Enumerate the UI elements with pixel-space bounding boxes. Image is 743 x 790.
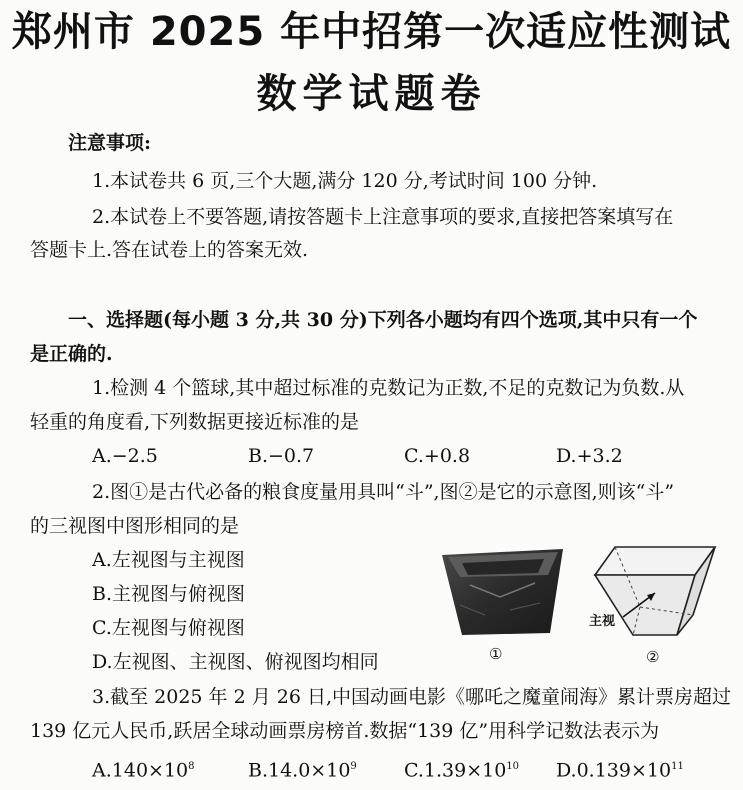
exam-title: 郑州市 2025 年中招第一次适应性测试 xyxy=(11,9,732,55)
q1-option-d: D.+3.2 xyxy=(556,445,623,467)
q3-option-c: $C.1.39\times 10^{10}$ xyxy=(404,759,520,782)
question-3-line-1: 3.截至 2025 年 2 月 26 日,中国动画电影《哪吒之魔童闹海》累计票房超过 xyxy=(92,686,732,708)
q2-option-a: A.左视图与主视图 xyxy=(92,549,245,571)
frustum-top-face xyxy=(595,547,715,575)
q3-option-a: $A.140\times 10^8$ xyxy=(92,759,195,782)
notice-heading: 注意事项: xyxy=(68,132,152,154)
question-2-line-1: 2.图①是古代必备的粮食度量用具叫“斗”,图②是它的示意图,则该“斗” xyxy=(92,481,675,503)
q1-option-b: B.−0.7 xyxy=(248,445,315,467)
notice-item-2-line-1: 2.本试卷上不要答题,请按答题卡上注意事项的要求,直接把答案填写在 xyxy=(92,206,674,228)
q3-option-b: $B.14.0\times 10^9$ xyxy=(248,759,357,782)
notice-item-1: 1.本试卷共 6 页,三个大题,满分 120 分,考试时间 100 分钟. xyxy=(92,170,598,192)
question-1-line-2: 轻重的角度看,下列数据更接近标准的是 xyxy=(30,411,360,433)
section-1-heading-cont: 是正确的. xyxy=(30,343,113,365)
dou-photo-figure xyxy=(440,545,565,637)
question-1-line-1: 1.检测 4 个篮球,其中超过标准的克数记为正数,不足的克数记为负数.从 xyxy=(92,377,685,399)
front-view-label: 主视 xyxy=(589,614,616,629)
figure-1-caption: ① xyxy=(489,645,503,663)
question-3-line-2: 139 亿元人民币,跃居全球动画票房榜首.数据“139 亿”用科学记数法表示为 xyxy=(30,720,660,742)
notice-item-2-line-2: 答题卡上.答在试卷上的答案无效. xyxy=(30,239,309,261)
q2-option-c: C.左视图与俯视图 xyxy=(92,617,245,639)
question-2-line-2: 的三视图中图形相同的是 xyxy=(30,515,240,537)
q2-option-b: B.主视图与俯视图 xyxy=(92,583,246,605)
q3-option-d: $D.0.139\times 10^{11}$ xyxy=(556,759,684,782)
q1-option-c: C.+0.8 xyxy=(404,445,471,467)
q2-option-d: D.左视图、主视图、俯视图均相同 xyxy=(92,651,379,673)
q1-option-a: A.−2.5 xyxy=(92,445,158,467)
exam-subtitle: 数学试题卷 xyxy=(256,71,487,117)
section-1-heading: 一、选择题(每小题 3 分,共 30 分)下列各小题均有四个选项,其中只有一个 xyxy=(68,309,698,331)
figure-2-caption: ② xyxy=(646,648,660,666)
